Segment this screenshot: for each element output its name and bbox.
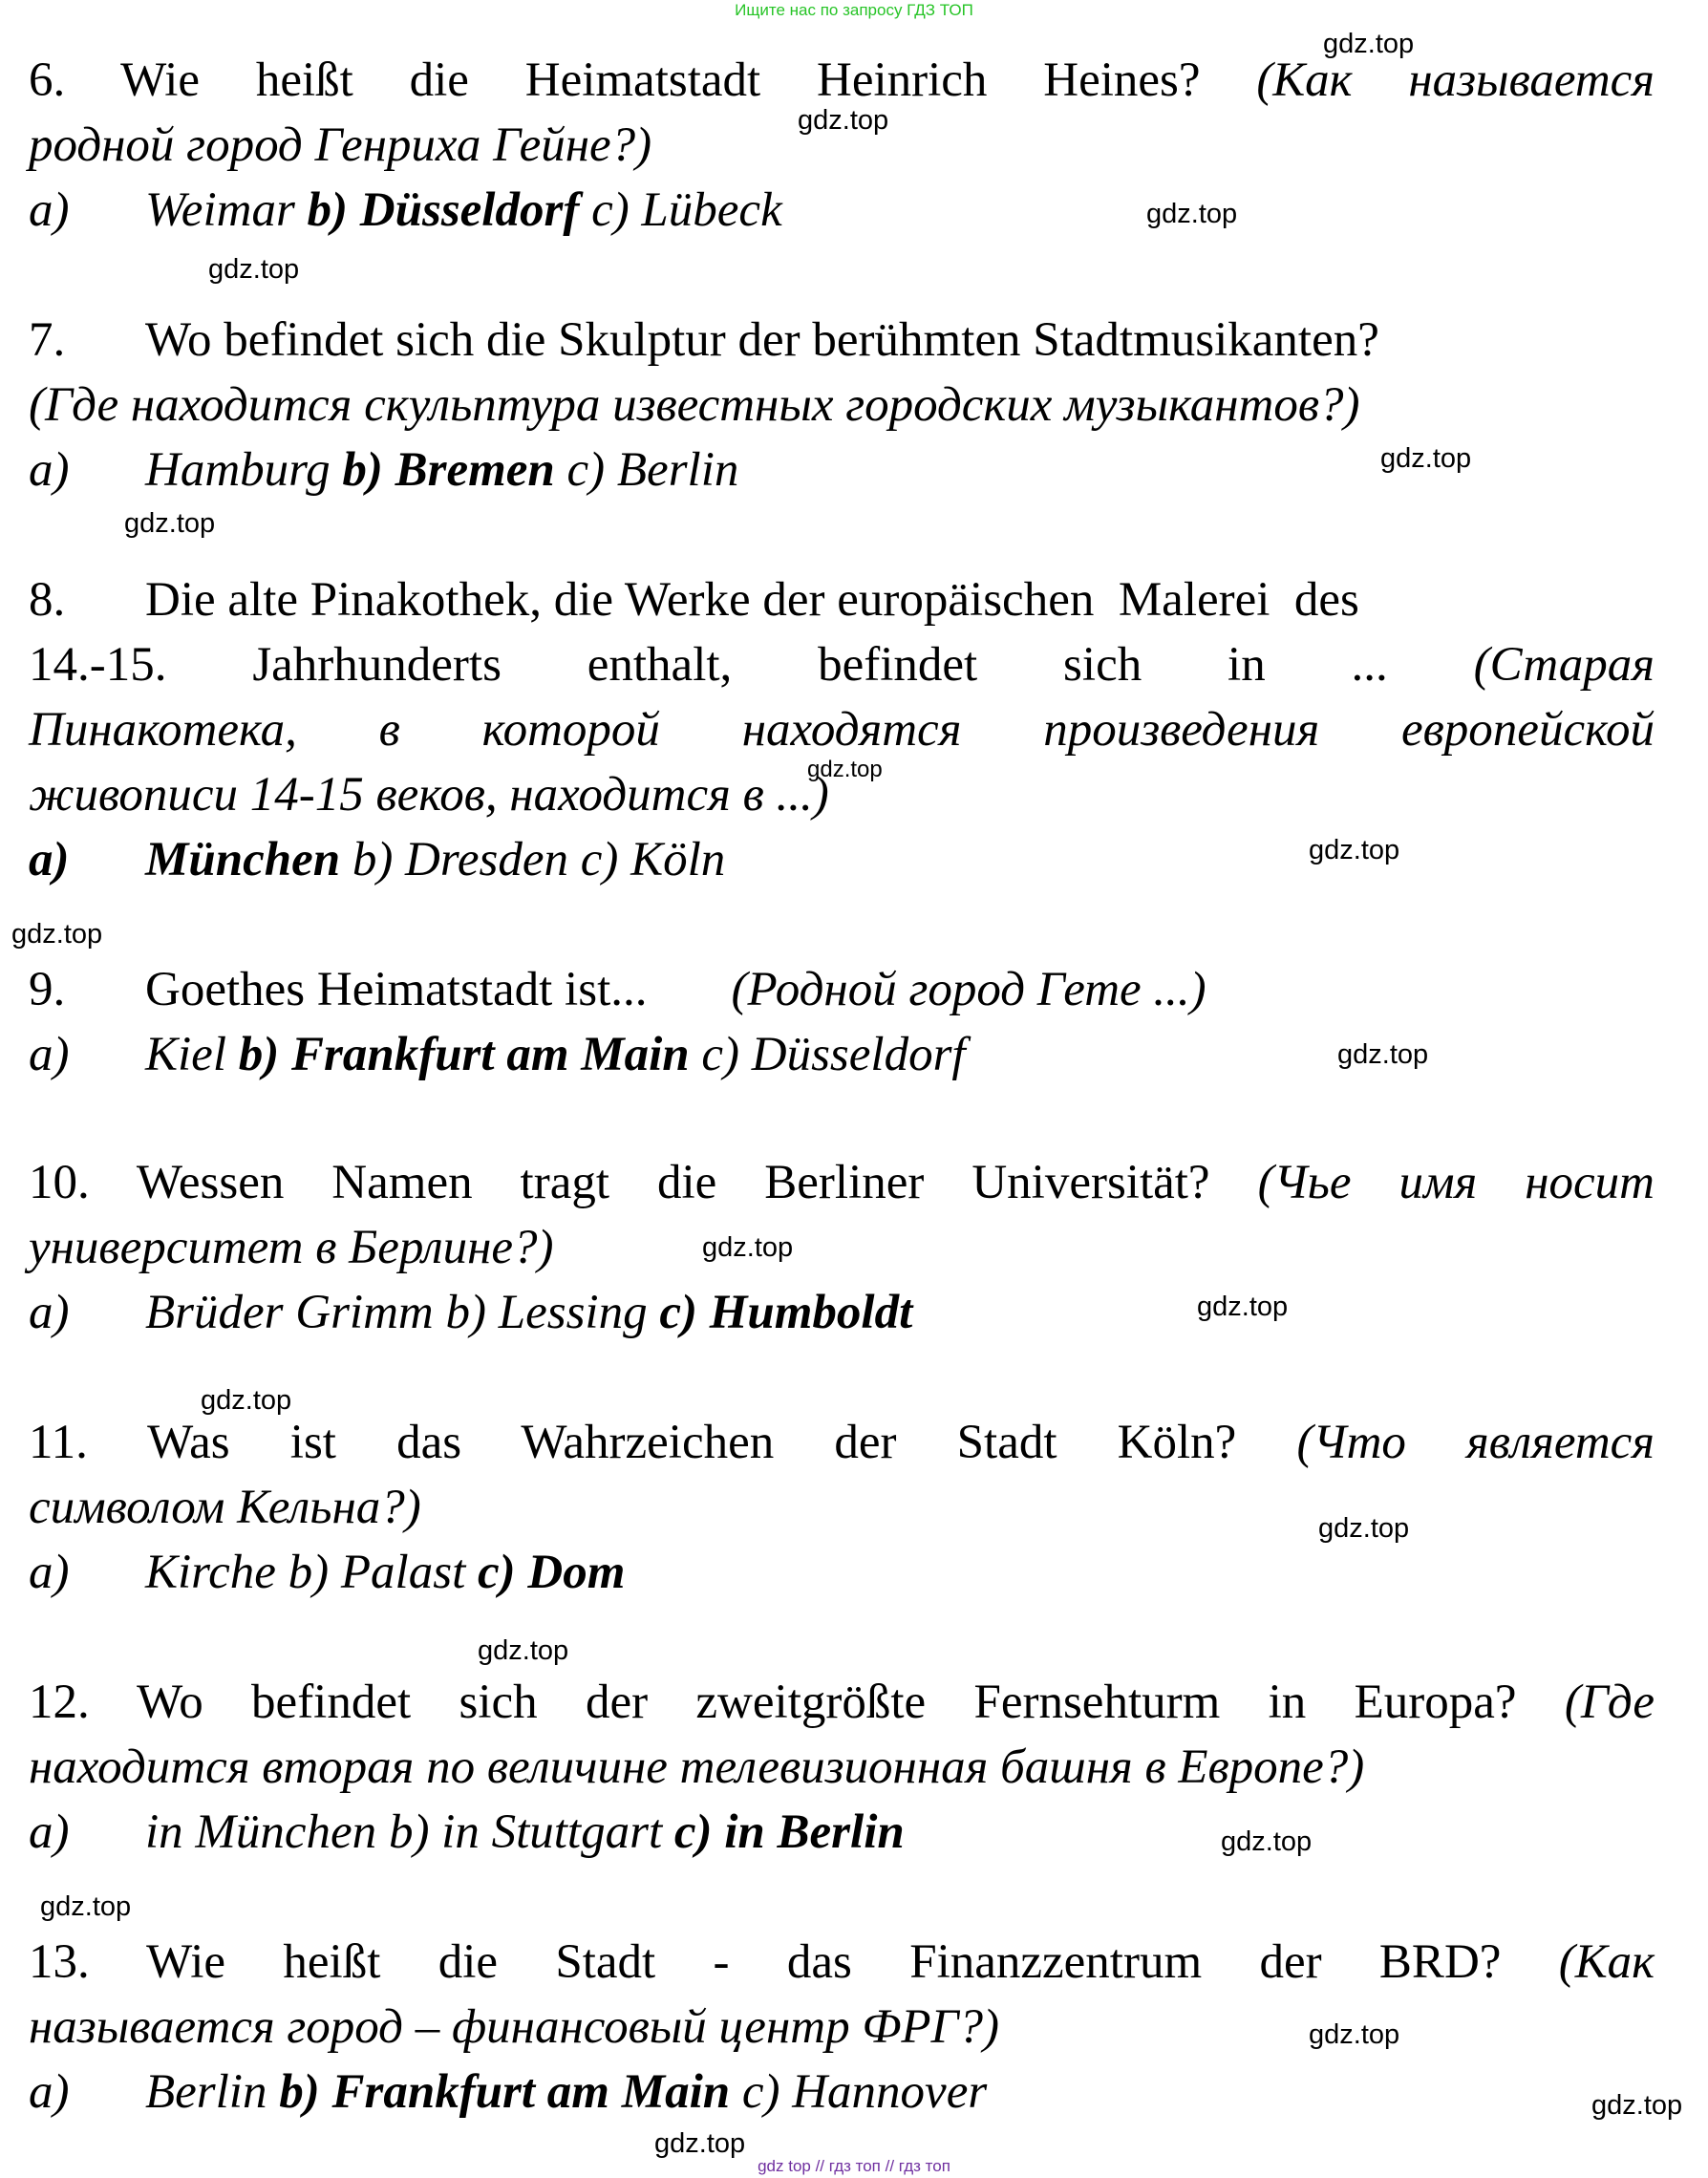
question-russian-line: называется город – финансовый центр ФРГ?) — [29, 2000, 999, 2054]
question-number: 12. — [29, 1676, 90, 1729]
option-c-correct: c) in Berlin — [673, 1805, 905, 1859]
question-number: 11. — [29, 1416, 88, 1469]
question-russian: (Как — [1558, 1935, 1655, 1989]
answer-options — [29, 1800, 1655, 1865]
question-russian: (Как называется — [1256, 53, 1655, 107]
question-text-line — [29, 567, 1655, 632]
question-text-line — [29, 1410, 1655, 1475]
option-b: b) Palast — [288, 1546, 466, 1599]
question-number: 10. — [29, 1156, 90, 1209]
option-c: c) Berlin — [566, 443, 739, 497]
question-russian-line: (Где находится скульптура известных городских музыкантов?) — [29, 378, 1360, 432]
word: in — [1228, 638, 1266, 692]
watermark: gdz.top — [11, 919, 103, 950]
question-russian-line: находится вторая по величине телевизионная башня в Европе?) — [29, 1740, 1365, 1794]
question-text-line — [29, 308, 1655, 373]
watermark: gdz.top — [654, 2128, 746, 2159]
watermark: gdz.top — [1146, 199, 1238, 229]
option-label: a) — [29, 183, 70, 237]
answer-options — [29, 2060, 1655, 2125]
question-german: Wie heißt die Stadt - das Finanzzentrum der BRD? — [146, 1935, 1502, 1989]
watermark: gdz.top — [124, 508, 216, 539]
watermark: gdz.top — [1309, 2019, 1400, 2050]
question-number: 8. — [29, 573, 66, 627]
option-label: a) — [29, 443, 70, 497]
answer-options — [29, 1280, 1655, 1345]
question-number: 9. — [29, 963, 66, 1016]
word: 14.-15. — [29, 638, 167, 692]
question-7 — [29, 308, 1655, 502]
question-russian: (Старая — [1473, 638, 1655, 692]
answer-options — [29, 178, 1655, 243]
option-a: Berlin — [145, 2065, 267, 2119]
watermark: gdz.top — [1197, 1292, 1289, 1322]
question-11 — [29, 1410, 1655, 1605]
option-label: a) — [29, 1805, 70, 1859]
question-german: Wo befindet sich die Skulptur der berühmten Stadtmusikanten? — [145, 313, 1379, 367]
option-a: Brüder Grimm — [145, 1286, 434, 1339]
option-a: Hamburg — [145, 443, 331, 497]
question-russian: (Родной город Гете ...) — [731, 963, 1206, 1016]
option-a: Weimar — [145, 183, 295, 237]
option-b-correct: b) Bremen — [342, 443, 555, 497]
word: enthalt, — [587, 638, 733, 692]
question-german: Wie heißt die Heimatstadt Heinrich Heines? — [120, 53, 1201, 107]
word: sich — [1063, 638, 1142, 692]
question-number: 6. — [29, 53, 66, 107]
option-c-correct: c) Dom — [478, 1546, 626, 1599]
watermark: gdz.top — [1309, 835, 1400, 865]
option-a-correct: München — [145, 833, 341, 886]
watermark: gdz.top — [1337, 1039, 1429, 1070]
option-b-correct: b) Frankfurt am Main — [238, 1028, 690, 1081]
question-text-line — [29, 1930, 1655, 1995]
question-russian-line: Пинакотека, в которой находятся произведения европейской — [29, 703, 1655, 757]
answer-options — [29, 438, 1655, 502]
answer-options — [29, 827, 1655, 892]
question-german: Die alte Pinakothek, die Werke der europäischen Malerei des — [145, 573, 1359, 627]
watermark: gdz.top — [1591, 2090, 1683, 2121]
word: Jahrhunderts — [252, 638, 502, 692]
option-label: a) — [29, 2065, 70, 2119]
question-text-line — [29, 1670, 1655, 1735]
option-label: a) — [29, 1028, 70, 1081]
watermark: gdz.top — [1380, 443, 1472, 474]
question-text-line — [29, 957, 1655, 1022]
option-b: b) in Stuttgart — [388, 1805, 663, 1859]
watermark: gdz.top — [208, 254, 300, 285]
watermark: gdz.top — [201, 1385, 292, 1416]
question-number: 13. — [29, 1935, 90, 1989]
option-label: a) — [29, 1286, 70, 1339]
watermark: gdz.top — [1323, 29, 1415, 59]
question-text-line — [29, 1150, 1655, 1215]
option-c: c) Hannover — [741, 2065, 988, 2119]
option-a: Kiel — [145, 1028, 226, 1081]
question-german: Was ist das Wahrzeichen der Stadt Köln? — [147, 1416, 1237, 1469]
watermark: gdz.top — [798, 105, 889, 136]
option-c: c) Köln — [580, 833, 726, 886]
answer-options — [29, 1022, 1655, 1087]
question-12 — [29, 1670, 1655, 1865]
option-b: b) Lessing — [445, 1286, 648, 1339]
question-russian: (Чье имя носит — [1257, 1156, 1655, 1209]
question-german: Wo befindet sich der zweitgrößte Fernsehturm in Europa? — [137, 1676, 1517, 1729]
option-c: c) Düsseldorf — [701, 1028, 966, 1081]
question-russian: (Где — [1564, 1676, 1655, 1729]
watermark: gdz.top — [478, 1635, 569, 1666]
watermark: gdz.top — [1221, 1826, 1313, 1857]
question-text-line — [29, 632, 1655, 697]
watermark: gdz.top — [40, 1891, 132, 1922]
question-13 — [29, 1930, 1655, 2125]
question-8 — [29, 567, 1655, 892]
answer-options — [29, 1540, 1655, 1605]
watermark: gdz.top — [807, 757, 883, 782]
question-10 — [29, 1150, 1655, 1345]
question-text-line — [29, 48, 1655, 113]
option-c: c) Lübeck — [591, 183, 782, 237]
question-german: Wessen Namen tragt die Berliner Universität? — [136, 1156, 1210, 1209]
watermark: gdz.top — [1318, 1513, 1410, 1544]
question-9 — [29, 957, 1655, 1087]
question-number: 7. — [29, 313, 66, 367]
question-russian-line: символом Кельна?) — [29, 1481, 421, 1534]
option-label: a) — [29, 833, 70, 886]
question-german: Goethes Heimatstadt ist... — [145, 963, 648, 1016]
option-b: b) Dresden — [352, 833, 568, 886]
search-banner: Ищите нас по запросу ГДЗ ТОП — [735, 1, 973, 19]
option-a: in München — [145, 1805, 377, 1859]
question-russian-line: университет в Берлине?) — [29, 1221, 554, 1274]
word: ... — [1351, 638, 1388, 692]
question-russian: (Что является — [1296, 1416, 1655, 1469]
question-6 — [29, 48, 1655, 243]
option-c-correct: c) Humboldt — [659, 1286, 913, 1339]
footer-links: gdz top // гдз топ // гдз топ — [758, 2157, 950, 2175]
watermark: gdz.top — [702, 1232, 794, 1263]
option-b-correct: b) Frankfurt am Main — [279, 2065, 731, 2119]
question-russian-line: живописи 14-15 веков, находится в ...) — [29, 768, 829, 822]
word: befindet — [818, 638, 978, 692]
option-b-correct: b) Düsseldorf — [307, 183, 580, 237]
question-russian-line: родной город Генриха Гейне?) — [29, 118, 652, 172]
option-a: Kirche — [145, 1546, 276, 1599]
option-label: a) — [29, 1546, 70, 1599]
